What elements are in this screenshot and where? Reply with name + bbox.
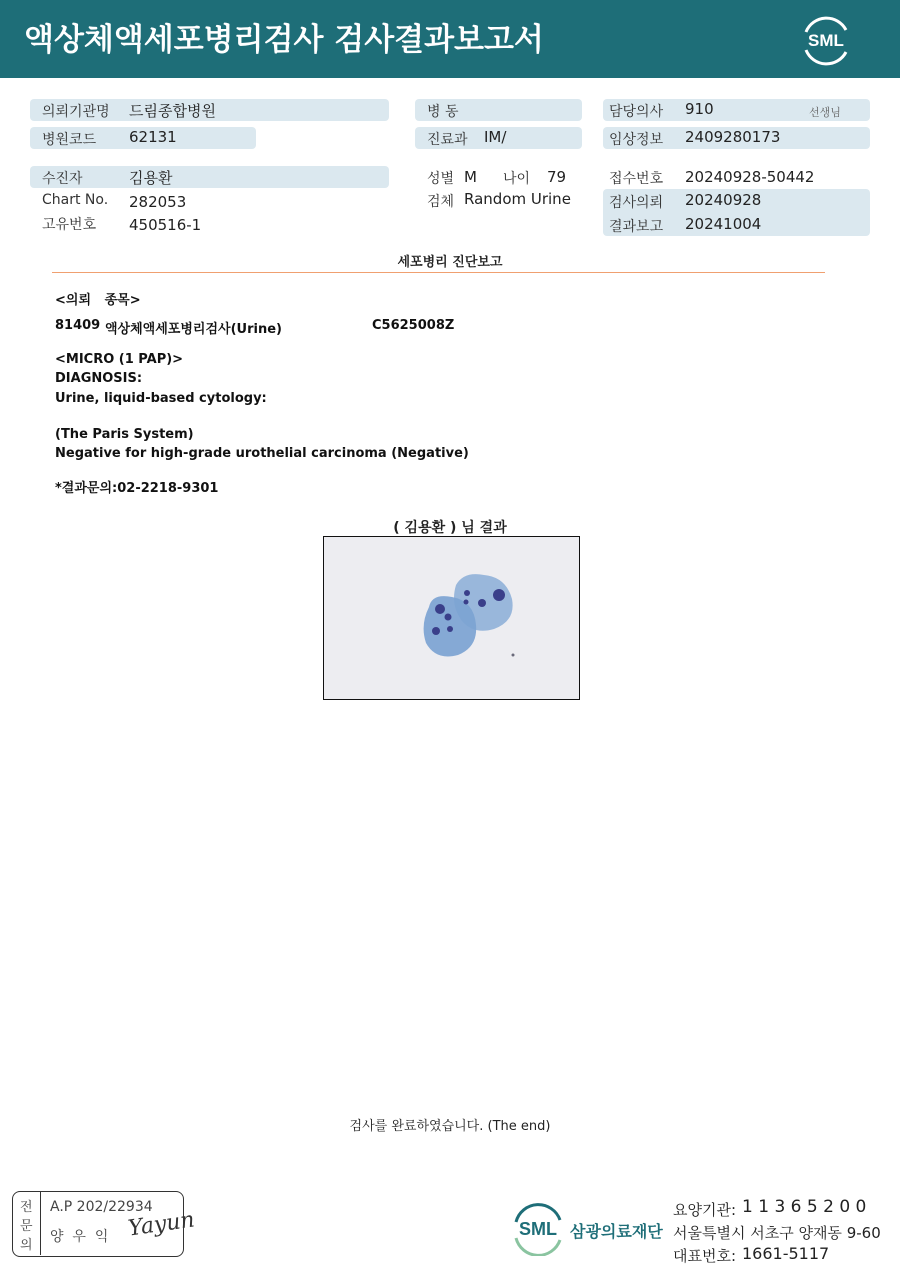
institution-value: 드림종합병원 <box>129 102 216 120</box>
dept-label: 진료과 <box>427 132 468 148</box>
chart-label: Chart No. <box>42 192 109 208</box>
specimen-label: 검체 <box>427 194 455 210</box>
ward-label: 병 동 <box>427 104 459 120</box>
signature: Yayun <box>126 1207 197 1242</box>
receipt-value: 20240928-50442 <box>685 168 815 186</box>
doctor-value: 910 <box>685 100 714 118</box>
item-code: 81409 <box>55 318 101 333</box>
org-address: 서울특별시 서초구 양재동 9-60 <box>673 1224 881 1242</box>
sex-label: 성별 <box>427 171 455 187</box>
receipt-label: 접수번호 <box>609 171 664 187</box>
micrograph <box>323 536 580 700</box>
phone-label: 대표번호: <box>673 1247 737 1265</box>
diagnosis-label: DIAGNOSIS: <box>55 371 143 386</box>
clinical-label: 임상정보 <box>609 132 664 148</box>
patient-label: 수진자 <box>42 171 83 187</box>
end-message: 검사를 완료하였습니다. (The end) <box>349 1119 551 1134</box>
org-logo-icon <box>510 1200 566 1256</box>
item-id: C5625008Z <box>372 318 455 333</box>
hospital-code-label: 병원코드 <box>42 132 97 148</box>
age-value: 79 <box>547 168 567 186</box>
system-line: (The Paris System) <box>55 427 194 442</box>
result-line: Negative for high-grade urothelial carcinoma (Negative) <box>55 446 469 461</box>
request-value: 20240928 <box>685 191 762 209</box>
stamp-char-1: 전 <box>20 1200 33 1215</box>
age-label: 나이 <box>503 171 531 187</box>
patient-row <box>30 166 389 188</box>
pathologist-name: 양 우 익 <box>50 1229 109 1245</box>
code-value: 1 1 3 6 5 2 0 0 <box>742 1197 867 1217</box>
sex-value: M <box>464 168 477 186</box>
report-title: 액상체액세포병리검사 검사결과보고서 <box>24 22 544 58</box>
micro-heading: <MICRO (1 PAP)> <box>55 352 184 367</box>
request-items-heading: <의뢰 종목> <box>55 293 141 308</box>
report-date-label: 결과보고 <box>609 219 664 235</box>
specimen-value: Random Urine <box>464 190 571 208</box>
unique-label: 고유번호 <box>42 217 97 233</box>
report-date-value: 20241004 <box>685 215 762 233</box>
institution-label: 의뢰기관명 <box>42 104 110 120</box>
cytology-image <box>324 537 579 699</box>
section-title: 세포병리 진단보고 <box>397 255 503 270</box>
sml-logo-text: SML <box>808 31 844 50</box>
doctor-suffix: 선생님 <box>809 106 841 119</box>
dept-value: IM/ <box>484 128 507 146</box>
unique-value: 450516-1 <box>129 216 202 234</box>
request-label: 검사의뢰 <box>609 195 664 211</box>
stamp-char-2: 문 <box>20 1219 33 1234</box>
hospital-code-value: 62131 <box>129 128 177 146</box>
sml-logo <box>798 12 854 68</box>
section-divider <box>52 272 825 273</box>
phone-value: 1661-5117 <box>742 1244 830 1263</box>
org-name: 삼광의료재단 <box>570 1222 663 1241</box>
ap-number: A.P 202/22934 <box>50 1199 153 1215</box>
item-name: 액상체액세포병리검사(Urine) <box>105 322 282 337</box>
diagnosis-line: Urine, liquid-based cytology: <box>55 391 267 406</box>
chart-value: 282053 <box>129 193 187 211</box>
doctor-label: 담당의사 <box>609 104 664 120</box>
org-logo-text: SML <box>519 1219 557 1239</box>
stamp-char-3: 의 <box>20 1238 33 1253</box>
image-caption: ( 김용환 ) 님 결과 <box>393 520 507 536</box>
patient-value: 김용환 <box>129 169 173 187</box>
clinical-value: 2409280173 <box>685 128 781 146</box>
code-label: 요양기관: <box>673 1201 737 1219</box>
inquiry-line: *결과문의:02-2218-9301 <box>55 481 219 496</box>
